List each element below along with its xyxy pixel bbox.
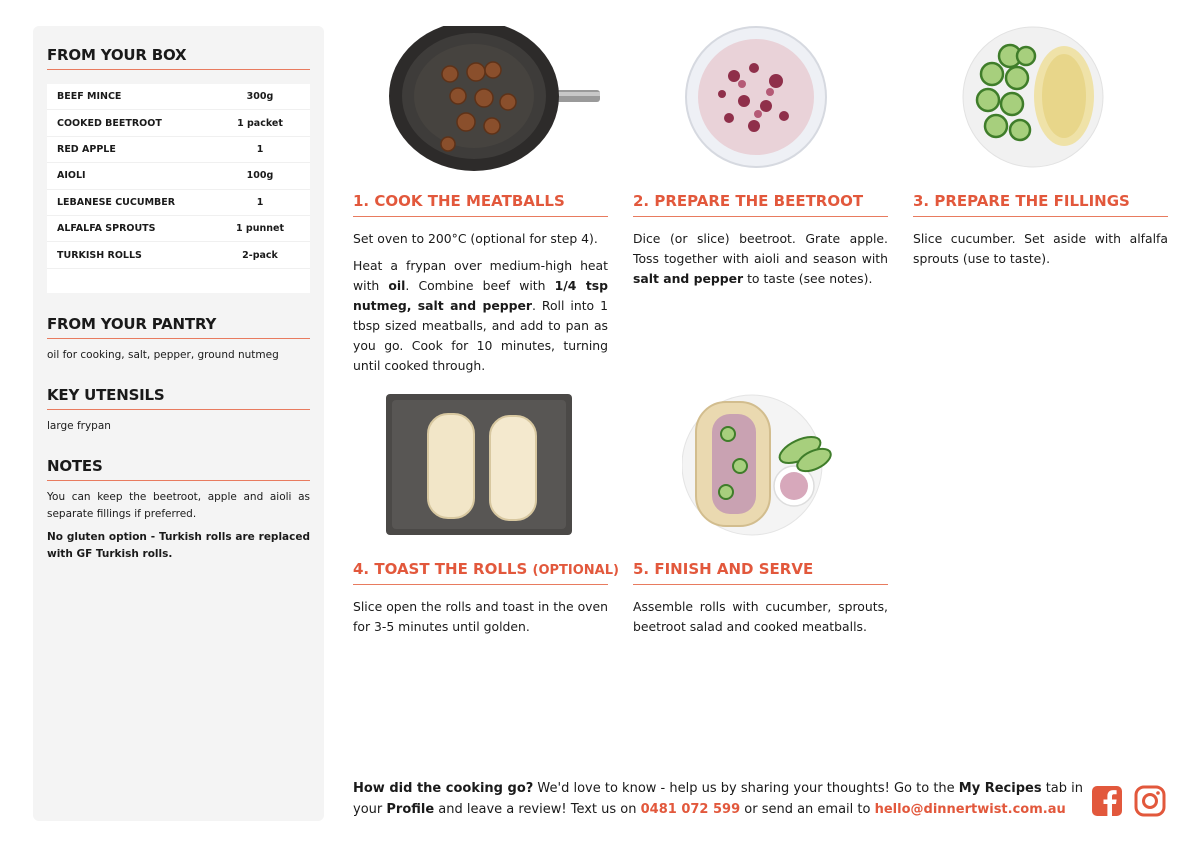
toasted-rolls-tray-image (384, 392, 574, 537)
step-1-title: 1. COOK THE MEATBALLS (353, 192, 608, 217)
ingredient-name: AIOLI (57, 170, 86, 182)
feedback-question: How did the cooking go? (353, 781, 534, 796)
step-2-body (633, 229, 888, 289)
table-row (47, 216, 310, 242)
step-5-text: Assemble rolls with cucumber, sprouts, beetroot salad and cooked meatballs. (633, 599, 888, 634)
ingredient-name: RED APPLE (57, 143, 116, 155)
ingredient-qty: 2-pack (242, 249, 278, 261)
profile-link[interactable]: Profile (386, 802, 435, 817)
step-1-body (353, 229, 608, 376)
ingredient-qty: 1 (256, 196, 264, 208)
step-1 (353, 192, 608, 383)
table-row (47, 242, 310, 268)
finished-roll-plate-image (682, 394, 834, 536)
step-2 (633, 192, 888, 296)
ingredient-qty: 300g (246, 91, 274, 103)
step-1-text-2: Heat a frypan over medium-high heat with oil. Combine beef with 1/4 tsp nutmeg, salt and pepper. Roll into 1 tbsp sized meatballs, and add to pan as you go. Cook for 10 minutes, turning until cooked through. (353, 258, 609, 373)
gluten-note: No gluten option - Turkish rolls are replaced with GF Turkish rolls. (47, 530, 310, 560)
utensils-text: large frypan (47, 419, 111, 432)
pantry-text: oil for cooking, salt, pepper, ground nutmeg (47, 348, 279, 361)
ingredient-name: LEBANESE CUCUMBER (57, 196, 176, 208)
step-3-body (913, 229, 1168, 269)
step-3-title: 3. PREPARE THE FILLINGS (913, 192, 1168, 217)
table-row (47, 190, 310, 216)
step-5-body (633, 597, 888, 637)
step-5-title: 5. FINISH AND SERVE (633, 560, 888, 585)
box-ingredients-table (47, 84, 310, 293)
ingredient-name: COOKED BEETROOT (57, 117, 162, 129)
instagram-icon[interactable] (1134, 785, 1166, 817)
box-heading: FROM YOUR BOX (47, 46, 310, 70)
notes-heading: NOTES (47, 457, 310, 481)
cucumber-sprouts-plate-image (962, 26, 1104, 168)
step-5 (633, 560, 888, 644)
ingredient-name: TURKISH ROLLS (57, 249, 142, 261)
facebook-icon[interactable] (1091, 785, 1123, 817)
ingredient-qty: 1 punnet (236, 223, 284, 235)
notes-text: You can keep the beetroot, apple and aioli as separate fillings if preferred. (47, 490, 310, 520)
step-1-text: Set oven to 200°C (optional for step 4). (353, 231, 598, 246)
ingredient-qty: 1 packet (237, 117, 283, 129)
email-link[interactable]: hello@dinnertwist.com.au (874, 802, 1066, 817)
ingredient-name: BEEF MINCE (57, 91, 122, 103)
phone-link[interactable]: 0481 072 599 (640, 802, 741, 817)
ingredient-name: ALFALFA SPROUTS (57, 223, 156, 235)
frypan-meatballs-image (388, 26, 603, 171)
table-row (47, 110, 310, 136)
step-2-title: 2. PREPARE THE BEETROOT (633, 192, 888, 217)
utensils-heading: KEY UTENSILS (47, 386, 310, 410)
ingredients-sidebar (33, 26, 324, 821)
step-4-text: Slice open the rolls and toast in the oven for 3-5 minutes until golden. (353, 599, 608, 634)
pantry-heading: FROM YOUR PANTRY (47, 315, 310, 339)
feedback-footer: How did the cooking go? We'd love to know - help us by sharing your thoughts! Go to the My Recipes tab in your Profile and leave a review! Text us on 0481 072 599 or send an email to hello@dinnertwist.com.au (353, 781, 1084, 817)
table-row (47, 163, 310, 189)
my-recipes-link[interactable]: My Recipes (958, 781, 1042, 796)
ingredient-qty: 100g (246, 170, 274, 182)
step-4 (353, 560, 619, 644)
step-3 (913, 192, 1168, 276)
table-row (47, 137, 310, 163)
step-2-text: Dice (or slice) beetroot. Grate apple. Toss together with aioli and season with salt and pepper to taste (see notes). (633, 231, 888, 286)
step-4-title: 4. TOAST THE ROLLS (OPTIONAL) (353, 560, 608, 585)
table-row (47, 84, 310, 110)
beetroot-bowl-image (684, 26, 829, 168)
step-3-text: Slice cucumber. Set aside with alfalfa sprouts (use to taste). (913, 231, 1168, 266)
step-4-body (353, 597, 608, 637)
ingredient-qty: 1 (256, 143, 264, 155)
